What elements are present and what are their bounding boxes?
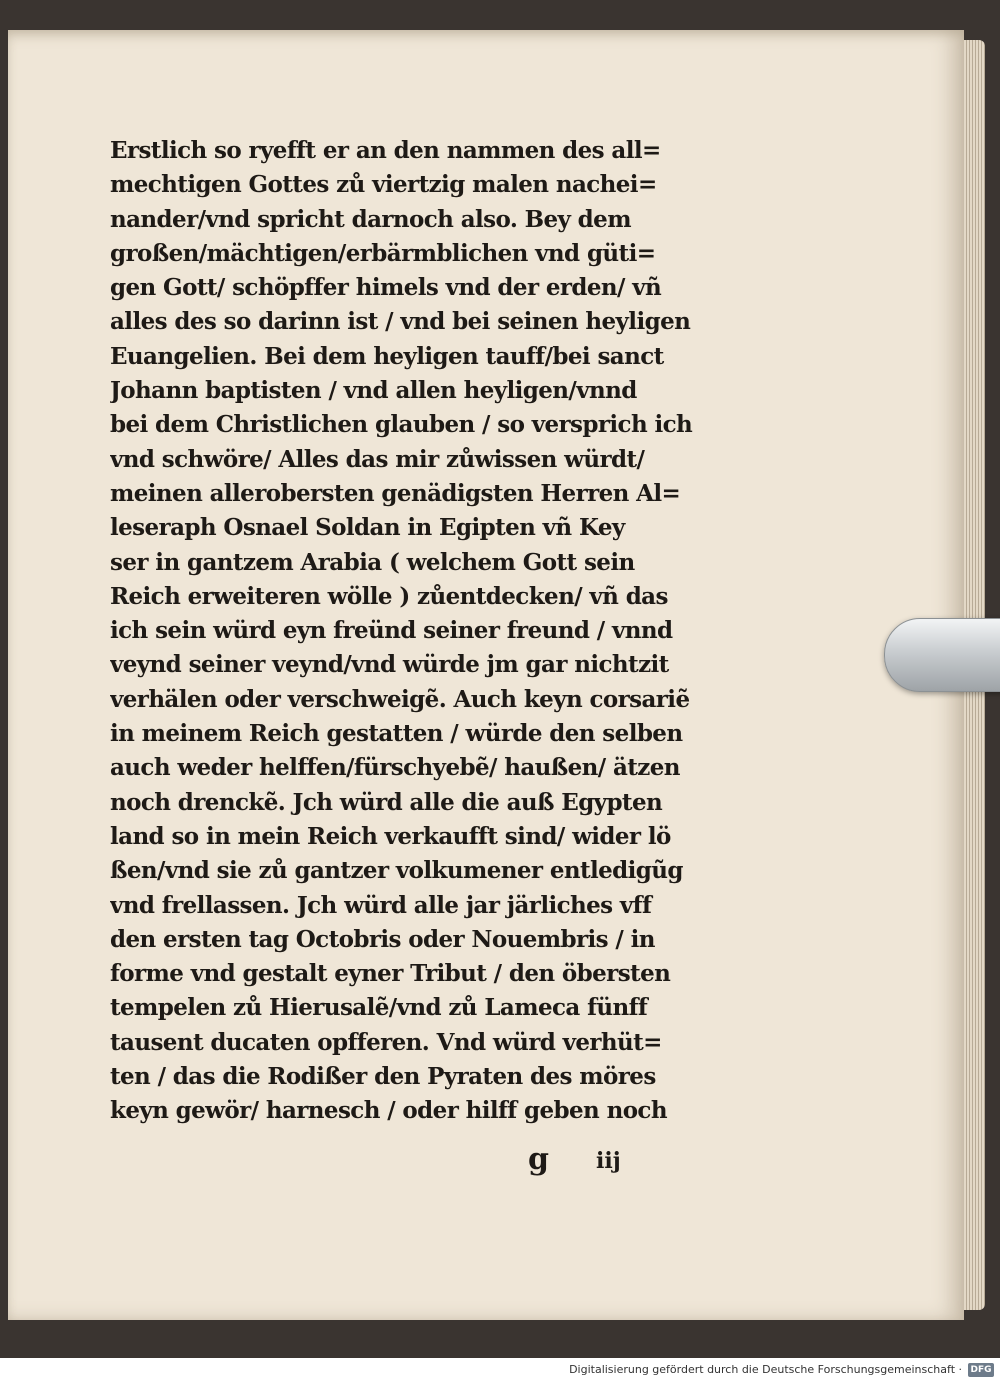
text-line: Erstlich so ryefft er an den nammen des all= [110, 137, 661, 164]
dfg-logo-icon: DFG [968, 1363, 994, 1377]
text-line: auch weder helffen/fürschyebẽ/ haußen/ ätzen [110, 754, 680, 782]
text-line: noch drenckẽ. Jch würd alle die auß Egypten [110, 788, 663, 816]
text-line: leseraph Osnael Soldan in Egipten vñ Key [110, 514, 625, 542]
text-line: alles des so darinn ist / vnd bei seinen heyligen [110, 308, 691, 336]
text-line: verhälen oder verschweigẽ. Auch keyn corsariẽ [110, 685, 690, 713]
text-line: forme vnd gestalt eyner Tribut / den öbersten [110, 960, 671, 988]
text-line: keyn gewör/ harnesch / oder hilff geben noch [110, 1097, 667, 1125]
text-line: veynd seiner veynd/vnd würde jm gar nichtzit [110, 651, 669, 679]
footer-credit: Digitalisierung gefördert durch die Deutsche Forschungsgemeinschaft · [569, 1363, 962, 1376]
text-line: land so in mein Reich verkaufft sind/ wider lö [110, 822, 671, 850]
text-line: in meinem Reich gestatten / würde den selben [110, 720, 683, 748]
text-line: ich sein würd eyn freünd seiner freund / vnnd [110, 617, 673, 645]
text-line: vnd frellassen. Jch würd alle jar järliches vff [110, 891, 652, 919]
book-page [8, 30, 964, 1320]
book-clamp [884, 618, 1000, 692]
text-line: ser in gantzem Arabia ( welchem Gott sein [110, 548, 635, 576]
text-line: gen Gott/ schöpffer himels vnd der erden/ vñ [110, 274, 662, 302]
text-line: tempelen zů Hierusalẽ/vnd zů Lameca fünff [110, 994, 648, 1022]
text-line: mechtigen Gottes zů viertzig malen nachei= [110, 171, 657, 199]
text-line: Johann baptisten / vnd allen heyligen/vnnd [110, 377, 637, 405]
folio-number: iij [596, 1148, 621, 1174]
text-line: ten / das die Rodißer den Pyraten des möres [110, 1063, 656, 1091]
text-line: ßen/vnd sie zů gantzer volkumener entledigũg [110, 857, 683, 885]
text-line: Reich erweiteren wölle ) zůentdecken/ vñ das [110, 582, 668, 610]
text-block [110, 134, 728, 1129]
text-line: bei dem Christlichen glauben / so versprich ich [110, 411, 693, 439]
text-line: nander/vnd spricht darnoch also. Bey dem [110, 205, 631, 233]
footer-bar [0, 1358, 1000, 1382]
signature-mark: g [528, 1142, 549, 1177]
text-line: Euangelien. Bei dem heyligen tauff/bei sanct [110, 342, 664, 370]
text-line: vnd schwöre/ Alles das mir zůwissen würdt/ [110, 445, 645, 473]
text-line: großen/mächtigen/erbärmblichen vnd güti= [110, 239, 656, 267]
text-line: den ersten tag Octobris oder Nouembris / in [110, 925, 655, 953]
text-line: meinen allerobersten genädigsten Herren Al= [110, 479, 681, 507]
text-line: tausent ducaten opfferen. Vnd würd verhüt= [110, 1028, 662, 1056]
